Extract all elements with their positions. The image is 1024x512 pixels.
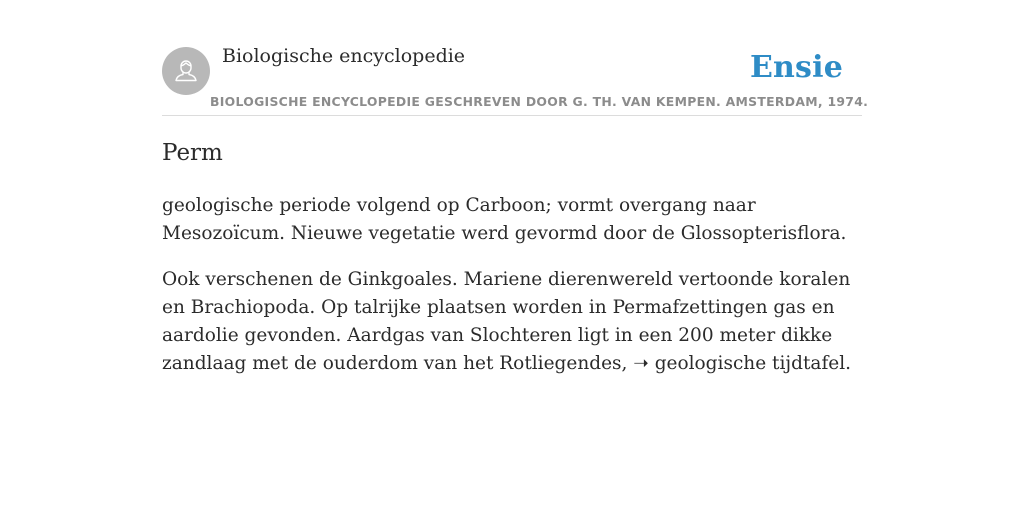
brand-logo[interactable]: Ensie [749, 50, 843, 85]
cross-reference-label: geologische tijdtafel [654, 353, 846, 374]
paragraph-text: Ook verschenen de Ginkgoales. Mariene dierenwereld vertoonde koralen en Brachiopoda. Op talrijke plaatsen worden in Permafzettingen gas en aardolie gevonden. Aardgas van Slochteren ligt in een 200 meter dikke zandlaag met de ouderdom van het Rotliegendes, [162, 269, 851, 374]
source-avatar[interactable] [162, 47, 210, 95]
entry-paragraph: geologische periode volgend op Carboon; vormt overgang naar Mesozoïcum. Nieuwe vegetatie werd gevormd door de Glossopterisflora. [162, 195, 847, 244]
cross-reference-link[interactable] [633, 353, 845, 374]
source-description: BIOLOGISCHE ENCYCLOPEDIE GESCHREVEN DOOR G. TH. VAN KEMPEN. AMSTERDAM, 1974. [210, 94, 869, 109]
entry-paragraph [162, 266, 862, 378]
user-silhouette-icon [172, 57, 200, 85]
source-header [162, 0, 869, 116]
arrow-right-icon: ➝ [633, 353, 649, 374]
paragraph-end: . [845, 353, 852, 374]
entry-content [162, 192, 862, 396]
entry-title: Perm [162, 140, 223, 166]
source-title[interactable]: Biologische encyclopedie [222, 45, 466, 67]
page-container [162, 0, 869, 374]
